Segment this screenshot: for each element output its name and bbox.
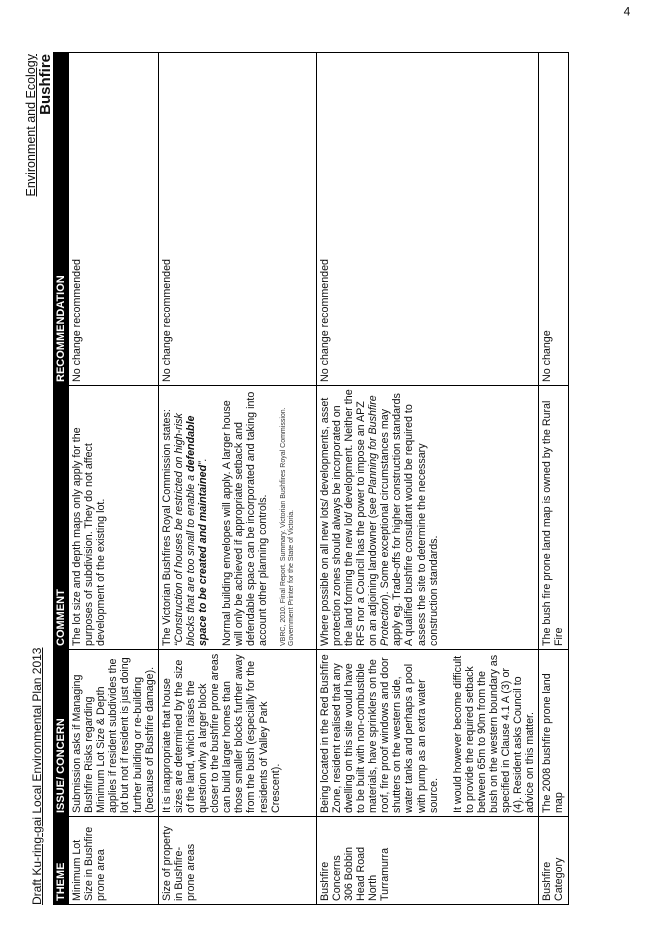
document-title: Draft Ku-ring-gai Local Environmental Plan 2013 [30, 647, 44, 905]
recommendation-cell: No change recommended [69, 53, 159, 386]
table-row [539, 53, 568, 905]
reference-note: VBRC, 2010. Final Report. Summary. Victorian Bushfires Royal Commission. Government Printer for the State of Victoria. [279, 407, 295, 646]
issue-cell [316, 650, 539, 817]
theme-cell: Minimum Lot Size in Bushfire prone area [69, 817, 159, 905]
comment-cell [316, 386, 539, 650]
publication-title: Planning for Bushfire Protection [367, 395, 392, 646]
comment-cell: The lot size and depth maps only apply for the purposes of subdivision. They do not affect development of the existing lot. [69, 386, 159, 650]
theme-cell: Bushfire Category [539, 817, 568, 905]
column-header-issue: ISSUE/ CONCERN [54, 650, 69, 817]
comment-paragraph [319, 389, 404, 646]
recommendation-cell: No change [539, 53, 568, 386]
table-row [158, 53, 316, 905]
issue-cell: Submission asks if Managing Bushfire Risks regarding Minimum Lot Size & Depth applies if resident subdivides the lot but not if resident is just doing further building or re-building (because of Bushfire damage). [69, 650, 159, 817]
page-number: 4 [623, 4, 631, 19]
issue-cell: The 2008 bushfire prone land map [539, 650, 568, 817]
column-header-comment: COMMENT [54, 386, 69, 650]
column-header-theme: THEME [54, 817, 69, 905]
recommendation-cell: No change recommended [158, 53, 316, 386]
section-title: Bushfire [37, 54, 54, 115]
comment-quote [173, 389, 209, 646]
submissions-table [53, 52, 569, 905]
theme-line: Bushfire Concerns [318, 855, 343, 901]
table-header-row [54, 53, 69, 905]
issue-paragraph: It would however become difficult to provide the required setback between 65m to 90m from the bush on the western boundary as specified in Clause 4.1 A (3) or (4). Resident asks Council to advice on this matter. [451, 654, 537, 813]
table-row [69, 53, 159, 905]
theme-line: 306 Bobbin Head Road [342, 846, 368, 901]
theme-cell: Size of property in Bushfire-prone areas [158, 817, 316, 905]
comment-intro: The Victorian Bushfires Royal Commission states: [160, 409, 173, 646]
quote-emphasis: defendable space to be created and maintained [184, 415, 210, 646]
quote-text: “Construction of houses be restricted on high-risk blocks that are too small to enable a [172, 413, 197, 646]
column-header-recommendation: RECOMMENDATION [54, 53, 69, 386]
comment-text: Where possible on all new lots/ developments, asset protection zones should always be incorporated on the land forming the new lot/ development. Neither the RFS nor a Council has the power to impose an APZ on an adjoining landowner (see [318, 389, 380, 646]
comment-cell [158, 386, 316, 650]
table-row [316, 53, 539, 905]
section-category: Environment and Ecology [24, 54, 38, 197]
comment-cell: The bush fire prone land map is owned by the Rural Fire [539, 386, 568, 650]
quote-end: ”. [197, 458, 210, 465]
comment-paragraph: Normal building envelopes will apply. A larger house will only be achieved if appropriate setback and defendable space can be incorporated and taking into account other planning controls. [221, 391, 270, 646]
comment-text: ). Some exceptional circumstances may apply eg. Trade-offs for higher construction standards [379, 393, 404, 646]
theme-line: North Turramurra [367, 847, 392, 901]
theme-cell [316, 817, 539, 905]
issue-cell: It is inappropriate that house sizes are determined by the size of the land, which raises the question why a larger block closer to the bushfire prone areas can build larger homes than those smaller blocks further away from the bush (especially for the residents of Valley Park Crescent). [158, 650, 316, 817]
issue-paragraph: Being located in the Red Bushfire Zone, resident realised that any dwelling on this site would have to be built with non-combustible materials, have sprinklers on the roof, fire proof windows and door shutters on the western side, water tanks and perhaps a pool with pump as an extra water source. [318, 654, 440, 813]
recommendation-cell: No change recommended [316, 53, 539, 386]
comment-paragraph: A qualified bushfire consultant would be required to assess the site to determine the necessary construction standards. [403, 404, 440, 646]
